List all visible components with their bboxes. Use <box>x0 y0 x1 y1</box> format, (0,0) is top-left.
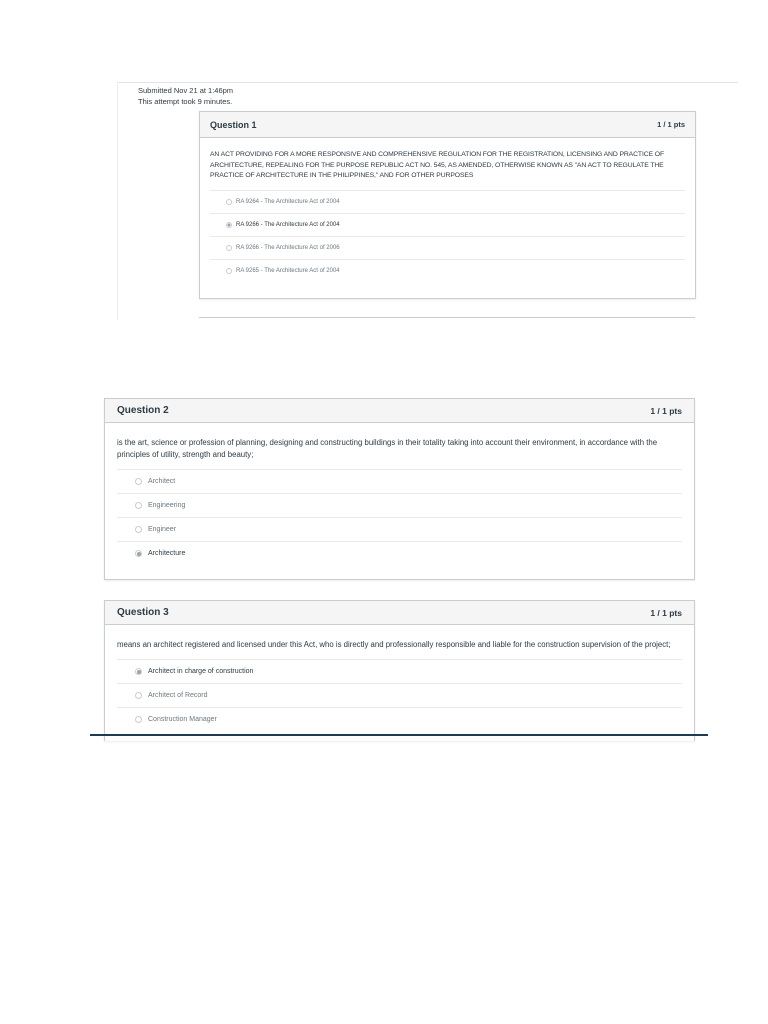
radio-button-selected[interactable] <box>226 222 232 228</box>
answer-label: Architect in charge of construction <box>148 668 254 675</box>
question-title: Question 2 <box>117 405 169 416</box>
question-points: 1 / 1 pts <box>650 607 682 618</box>
radio-button[interactable] <box>135 502 142 509</box>
answer-option[interactable] <box>117 493 682 517</box>
answer-option[interactable] <box>210 190 685 213</box>
answer-label: Architecture <box>148 550 186 557</box>
radio-button[interactable] <box>226 245 232 251</box>
divider <box>199 317 695 318</box>
question-title: Question 3 <box>117 607 169 618</box>
question-points: 1 / 1 pts <box>657 120 685 129</box>
answer-label: Architect <box>148 478 176 485</box>
radio-button[interactable] <box>226 268 232 274</box>
answer-label: Construction Manager <box>148 716 217 723</box>
question-card-2 <box>104 398 695 580</box>
submission-info <box>138 85 233 107</box>
answer-label: RA 9265 - The Architecture Act of 2004 <box>236 267 340 274</box>
question-text: is the art, science or profession of planning, designing and constructing buildings in their totality taking into account their environment, in accordance with the principles of utility, strength and beauty; <box>117 438 658 459</box>
radio-button-selected[interactable] <box>135 550 142 557</box>
answer-option[interactable] <box>210 259 685 282</box>
answer-label: Engineering <box>148 502 186 509</box>
page-top-divider <box>118 82 738 83</box>
page-left-divider <box>117 82 118 320</box>
question-title: Question 1 <box>210 119 257 130</box>
answer-option[interactable] <box>117 683 682 707</box>
answer-label: Engineer <box>148 526 177 533</box>
answer-option[interactable] <box>117 707 682 731</box>
question-header <box>105 399 694 423</box>
radio-button[interactable] <box>135 526 142 533</box>
answer-option[interactable] <box>117 469 682 493</box>
question-card-3 <box>104 600 695 741</box>
question-card-1 <box>199 111 696 299</box>
crop-bottom-divider <box>90 734 708 736</box>
question-points: 1 / 1 pts <box>650 405 682 416</box>
question-text: AN ACT PROVIDING FOR A MORE RESPONSIVE AND COMPREHENSIVE REGULATION FOR THE REGISTRATION, LICENSING AND PRACTICE OF ARCHITECTURE, REPEALING FOR THE PURPOSE REPUBLIC ACT NO. 545, AS AMENDED, OTHERWISE KNOWN AS "AN ACT TO REGULATE THE PRACTICE OF ARCHITECTURE IN THE PHILIPPINES," AND FOR OTHER PURPOSES <box>210 151 665 179</box>
answer-label: RA 9266 - The Architecture Act of 2006 <box>236 244 340 251</box>
radio-button[interactable] <box>135 716 142 723</box>
answer-label: RA 9264 - The Architecture Act of 2004 <box>236 198 340 205</box>
question-text: means an architect registered and licensed under this Act, who is directly and professionally responsible and liable for the construction supervision of the project; <box>117 640 671 649</box>
question-header <box>105 601 694 625</box>
answer-option-selected[interactable] <box>117 541 682 565</box>
answer-option-selected[interactable] <box>117 659 682 683</box>
radio-button[interactable] <box>135 478 142 485</box>
radio-button[interactable] <box>135 692 142 699</box>
radio-button[interactable] <box>226 199 232 205</box>
answer-label: RA 9266 - The Architecture Act of 2004 <box>236 221 340 228</box>
submitted-time: Submitted Nov 21 at 1:46pm <box>138 86 234 95</box>
answer-label: Architect of Record <box>148 692 208 699</box>
answer-option-selected[interactable] <box>210 213 685 236</box>
radio-button-selected[interactable] <box>135 668 142 675</box>
answer-option[interactable] <box>117 517 682 541</box>
attempt-duration: This attempt took 9 minutes. <box>138 97 233 106</box>
answer-option[interactable] <box>210 236 685 259</box>
question-header <box>200 112 695 138</box>
